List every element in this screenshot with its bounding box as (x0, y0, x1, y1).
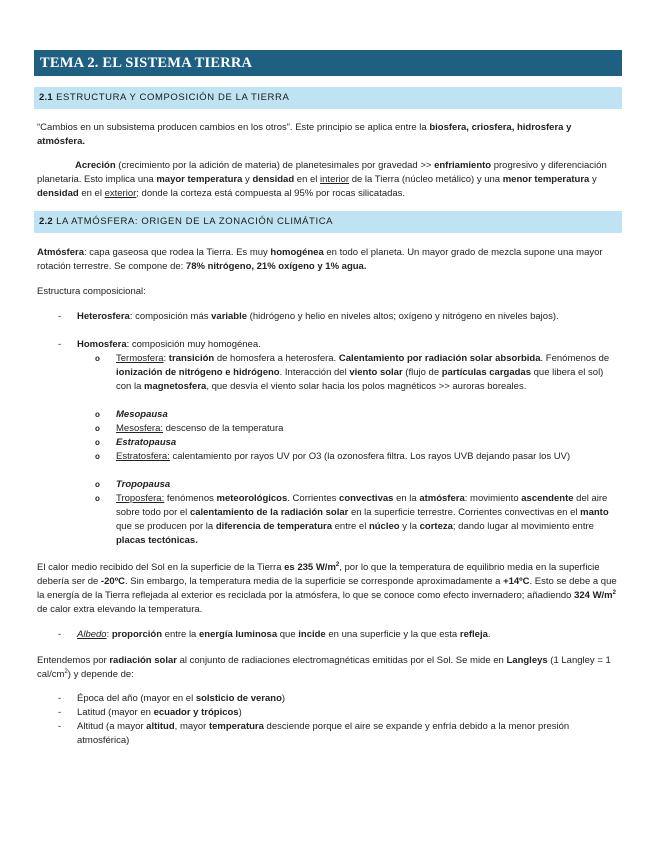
underlined-text: Troposfera: (116, 493, 165, 504)
text: que (277, 629, 299, 640)
list-item-text (77, 628, 618, 642)
section-title: ESTRUCTURA Y COMPOSICIÓN DE LA TIERRA (56, 92, 290, 103)
underlined-text: Estratosfera: (116, 451, 170, 462)
sublist-item-estratosfera (95, 450, 618, 464)
sublist-item-mesosfera (95, 422, 618, 436)
text: ; dando lugar al movimiento entre (452, 521, 594, 532)
bold-text: Langleys (506, 655, 548, 666)
list-item-text (77, 338, 618, 352)
bold-text: partículas cargadas (441, 367, 531, 378)
bold-text: densidad (252, 174, 295, 185)
paragraph-subsystems (37, 121, 617, 149)
text: Latitud (mayor en (77, 707, 154, 718)
text: . Esto se debe a que la energía de la Tierra reflejada al exterior es reciclada por la atmósfera, lo que se conoce como efecto invernadero; añadiendo (37, 576, 617, 601)
list-item-epoca (58, 692, 618, 706)
text: “Cambios en un subsistema producen cambios en los otros”. Este principio se aplica entre la (37, 122, 430, 133)
bold-text: ionización de nitrógeno e hidrógeno (116, 367, 280, 378)
text: (1 Langley = 1 cal/cm (37, 655, 611, 680)
list-item-latitud (58, 706, 618, 720)
text: (flujo de (402, 367, 442, 378)
circle-bullet: o (95, 480, 100, 489)
text: y (589, 174, 597, 185)
text: del aire sobre todo por el (116, 493, 608, 518)
sublist-item-tropopausa (95, 478, 618, 492)
text: ) y depende de: (67, 669, 134, 680)
text: desciende porque el aire se expande y enfría debido a la menor presión atmosférica) (77, 721, 570, 746)
text: calentamiento por rayos UV por O3 (la ozonosfera filtra. Los rayos UVB dejando pasar los UV) (169, 451, 571, 462)
underlined-text: exterior (104, 188, 137, 199)
text: de homosfera a heterosfera. (214, 353, 339, 364)
bold-text: refleja (459, 629, 488, 640)
list-item-text (116, 436, 618, 450)
list-item-text (116, 408, 618, 422)
superscript: 2 (612, 589, 616, 596)
text: . Corrientes (287, 493, 340, 504)
text: de calor extra elevando la temperatura. (37, 604, 203, 615)
bold-text: temperatura (208, 721, 264, 732)
superscript: 2 (64, 668, 68, 675)
list-item-text (116, 450, 618, 464)
text: : (163, 353, 169, 364)
text: en el (78, 188, 105, 199)
bold-text: manto (580, 507, 609, 518)
bold-text: calentamiento de la radiación solar (189, 507, 349, 518)
underlined-text: Termosfera (116, 353, 164, 364)
text: . Sin embargo, la temperatura media de la superficie se corresponde aproximadamente a (124, 576, 504, 587)
text: : capa gaseosa que rodea la Tierra. Es muy (84, 247, 271, 258)
circle-bullet: o (95, 424, 100, 433)
bold-text: +14ºC (503, 576, 530, 587)
bold-text: 324 W/m (574, 590, 613, 601)
text: ; donde la corteza está compuesta al 95% por rocas silicatadas. (136, 188, 406, 199)
text: que libera el sol) con la (116, 367, 604, 392)
text: en la (393, 493, 420, 504)
bold-text: placas tectónicas. (116, 535, 198, 546)
text: fenómenos (164, 493, 217, 504)
superscript: 2 (335, 561, 340, 568)
list-item-text (116, 478, 618, 492)
sublist-item-termosfera (95, 352, 618, 394)
bold-text: mayor temperatura (156, 174, 243, 185)
bold-text: incide (298, 629, 326, 640)
list-item-text (77, 720, 618, 748)
text: en la superficie terrestre. Corrientes convectivas en el (348, 507, 581, 518)
bold-text: atmósfera (419, 493, 465, 504)
text: , mayor (174, 721, 209, 732)
bold-text: transición (168, 353, 215, 364)
bold-text: proporción (111, 629, 163, 640)
underlined-text: interior (320, 174, 350, 185)
dash-bullet: - (58, 339, 62, 350)
list-item-altitud (58, 720, 618, 748)
text: y la (399, 521, 420, 532)
text: entre el (331, 521, 369, 532)
dash-bullet: - (58, 721, 62, 732)
bold-text: viento solar (349, 367, 403, 378)
circle-bullet: o (95, 438, 100, 447)
bold-text: Atmósfera (37, 247, 84, 258)
bold-text: Homosfera (77, 339, 127, 350)
circle-bullet: o (95, 410, 100, 419)
sublist-item-mesopausa (95, 408, 618, 422)
paragraph-structure: Estructura composicional: (37, 286, 146, 297)
paragraph-solar-radiation (37, 654, 617, 682)
text: que se producen por la (116, 521, 216, 532)
text: : composición más (129, 311, 212, 322)
text: en todo el planeta. Un mayor grado de mezcla supone una mayor rotación terrestre. Se compone de: (37, 247, 603, 272)
section-title: LA ATMÓSFERA: ORIGEN DE LA ZONACIÓN CLIMÁTICA (56, 216, 334, 227)
text: Entendemos por (37, 655, 110, 666)
text: El calor medio recibido del Sol en la superficie de la Tierra (37, 562, 285, 573)
list-item-text (116, 492, 618, 548)
text: (hidrógeno y helio en niveles altos; oxígeno y nitrógeno en niveles bajos). (247, 311, 559, 322)
list-item-text (77, 706, 618, 720)
text: progresivo y diferenciación planetaria. Esto implica una (37, 160, 607, 185)
circle-bullet: o (95, 354, 100, 363)
text: ) (281, 693, 286, 704)
list-item-text (77, 310, 618, 324)
paragraph-accretion (37, 159, 617, 201)
section-number: 2.2 (39, 216, 53, 227)
dash-bullet: - (58, 693, 62, 704)
bold-text: Calentamiento por radiación solar absorbida (338, 353, 541, 364)
section-heading-2-1 (34, 87, 622, 109)
bold-text: es 235 W/m (284, 562, 336, 573)
circle-bullet: o (95, 452, 100, 461)
text: (crecimiento por la adición de materia) de planetesimales por gravedad >> (115, 160, 435, 171)
text: en el (294, 174, 321, 185)
bold-text: menor temperatura (502, 174, 590, 185)
bold-text: radiación solar (109, 655, 177, 666)
text: , que desvía el viento solar hacia los polos magnéticos >> auroras boreales. (206, 381, 527, 392)
section-heading-2-2 (34, 211, 622, 233)
text: descenso de la temperatura (163, 423, 284, 434)
bold-text: enfriamiento (434, 160, 492, 171)
sublist-item-troposfera (95, 492, 618, 548)
dash-bullet: - (58, 311, 62, 322)
section-number: 2.1 (39, 92, 53, 103)
text: Altitud (a mayor (77, 721, 147, 732)
bold-text: solsticio de verano (195, 693, 282, 704)
sublist-item-estratopausa (95, 436, 618, 450)
bold-text: diferencia de temperatura (215, 521, 332, 532)
bold-text: meteorológicos (216, 493, 288, 504)
page-title: TEMA 2. EL SISTEMA TIERRA (34, 50, 622, 76)
bold-italic-text: Tropopausa (116, 479, 171, 490)
text: entre la (162, 629, 199, 640)
list-item-text (77, 692, 618, 706)
text: y (242, 174, 253, 185)
text: : movimiento (464, 493, 522, 504)
paragraph-heat (37, 561, 617, 617)
bold-text: variable (211, 311, 248, 322)
bold-text: biosfera, criosfera, hidrosfera y atmósfera. (37, 122, 572, 147)
text: : composición muy homogénea. (126, 339, 261, 350)
text: , por lo que la temperatura de equilibrio media en la superficie debería ser de (37, 562, 600, 587)
underlined-text: Mesosfera: (116, 423, 163, 434)
bold-text: convectivas (339, 493, 394, 504)
bold-text (284, 562, 339, 573)
text: ) (238, 707, 242, 718)
bold-italic-text: Estratopausa (116, 437, 177, 448)
bold-text: núcleo (368, 521, 400, 532)
list-item-text (116, 422, 618, 436)
bold-text: magnetosfera (144, 381, 207, 392)
bold-text: altitud (146, 721, 175, 732)
bold-text: Heterosfera (77, 311, 130, 322)
circle-bullet: o (95, 494, 100, 503)
dash-bullet: - (58, 707, 62, 718)
bold-text: 78% nitrógeno, 21% oxígeno y 1% agua. (185, 261, 367, 272)
text: . Fenómenos de (540, 353, 610, 364)
italic-underlined-text: Albedo (77, 629, 107, 640)
text: . Interacción del (279, 367, 350, 378)
text: en una superficie y la que esta (325, 629, 460, 640)
bold-text: -20ºC (100, 576, 125, 587)
bold-text: energía luminosa (198, 629, 278, 640)
bold-text: corteza (419, 521, 453, 532)
paragraph-atmosphere (37, 246, 617, 274)
bold-text (574, 590, 616, 601)
text: de la Tierra (núcleo metálico) y una (349, 174, 503, 185)
bold-text: ascendente (521, 493, 574, 504)
list-item-heterosfera (58, 310, 618, 324)
text: al conjunto de radiaciones electromagnéticas emitidas por el Sol. Se mide en (176, 655, 507, 666)
text: . (487, 629, 491, 640)
list-item-albedo (58, 628, 618, 642)
text: : (106, 629, 112, 640)
bold-text: Acreción (75, 160, 116, 171)
bold-text: homogénea (270, 247, 324, 258)
dash-bullet: - (58, 629, 62, 640)
bold-italic-text: Mesopausa (116, 409, 168, 420)
text: Época del año (mayor en el (77, 693, 196, 704)
list-item-text (116, 352, 618, 394)
list-item-homosfera (58, 338, 618, 352)
bold-text: densidad (37, 188, 79, 199)
bold-text: ecuador y trópicos (153, 707, 239, 718)
